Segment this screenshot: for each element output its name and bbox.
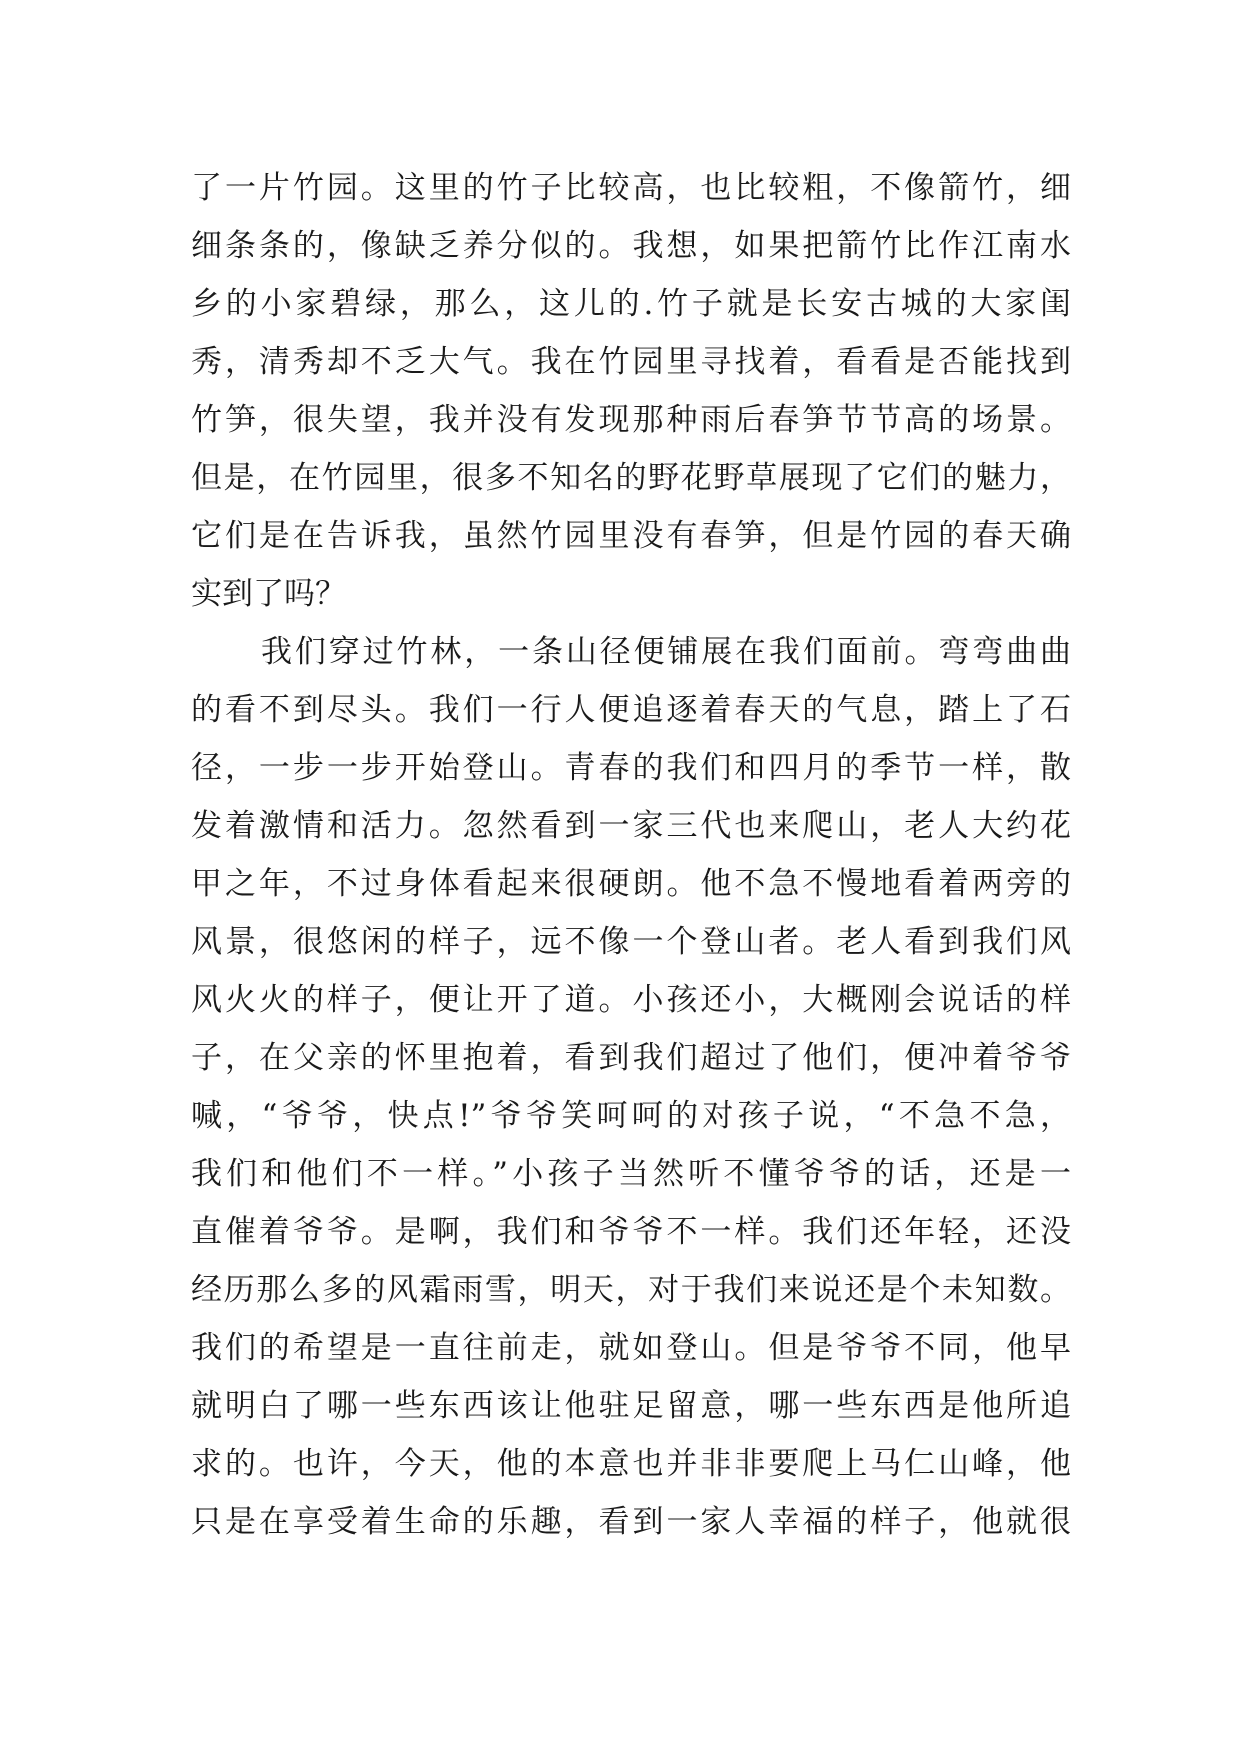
text-line: 了一片竹园。这里的竹子比较高，也比较粗，不像箭竹，细 bbox=[191, 170, 1071, 206]
text-line: 竹笋，很失望，我并没有发现那种雨后春笋节节高的场景。 bbox=[191, 402, 1071, 438]
text-line: 只是在享受着生命的乐趣，看到一家人幸福的样子，他就很 bbox=[191, 1504, 1071, 1540]
paragraph-first-line: 我们穿过竹林，一条山径便铺展在我们面前。弯弯曲曲 bbox=[261, 634, 1071, 670]
text-line: 经历那么多的风霜雨雪，明天，对于我们来说还是个未知数。 bbox=[191, 1272, 1071, 1308]
text-line: 的看不到尽头。我们一行人便追逐着春天的气息，踏上了石 bbox=[191, 692, 1071, 728]
text-line: 子，在父亲的怀里抱着，看到我们超过了他们，便冲着爷爷 bbox=[191, 1040, 1071, 1076]
text-line: 细条条的，像缺乏养分似的。我想，如果把箭竹比作江南水 bbox=[191, 228, 1071, 264]
text-line: 甲之年，不过身体看起来很硬朗。他不急不慢地看着两旁的 bbox=[191, 866, 1071, 902]
text-line: 实到了吗？ bbox=[191, 576, 346, 612]
text-line: 乡的小家碧绿，那么，这儿的.竹子就是长安古城的大家闺 bbox=[191, 286, 1071, 322]
text-line: 我们的希望是一直往前走，就如登山。但是爷爷不同，他早 bbox=[191, 1330, 1071, 1366]
text-line: 喊，“爷爷，快点!”爷爷笑呵呵的对孩子说，“不急不急， bbox=[191, 1098, 1071, 1134]
text-line: 风火火的样子，便让开了道。小孩还小，大概刚会说话的样 bbox=[191, 982, 1071, 1018]
text-line: 发着激情和活力。忽然看到一家三代也来爬山，老人大约花 bbox=[191, 808, 1071, 844]
text-line: 它们是在告诉我，虽然竹园里没有春笋，但是竹园的春天确 bbox=[191, 518, 1071, 554]
text-line: 求的。也许，今天，他的本意也并非非要爬上马仁山峰，他 bbox=[191, 1446, 1071, 1482]
text-line: 我们和他们不一样。”小孩子当然听不懂爷爷的话，还是一 bbox=[191, 1156, 1071, 1192]
text-line: 但是，在竹园里，很多不知名的野花野草展现了它们的魅力， bbox=[191, 460, 1071, 496]
text-line: 就明白了哪一些东西该让他驻足留意，哪一些东西是他所追 bbox=[191, 1388, 1071, 1424]
text-line: 秀，清秀却不乏大气。我在竹园里寻找着，看看是否能找到 bbox=[191, 344, 1071, 380]
text-line: 径，一步一步开始登山。青春的我们和四月的季节一样，散 bbox=[191, 750, 1071, 786]
text-line: 直催着爷爷。是啊，我们和爷爷不一样。我们还年轻，还没 bbox=[191, 1214, 1071, 1250]
text-line: 风景，很悠闲的样子，远不像一个登山者。老人看到我们风 bbox=[191, 924, 1071, 960]
